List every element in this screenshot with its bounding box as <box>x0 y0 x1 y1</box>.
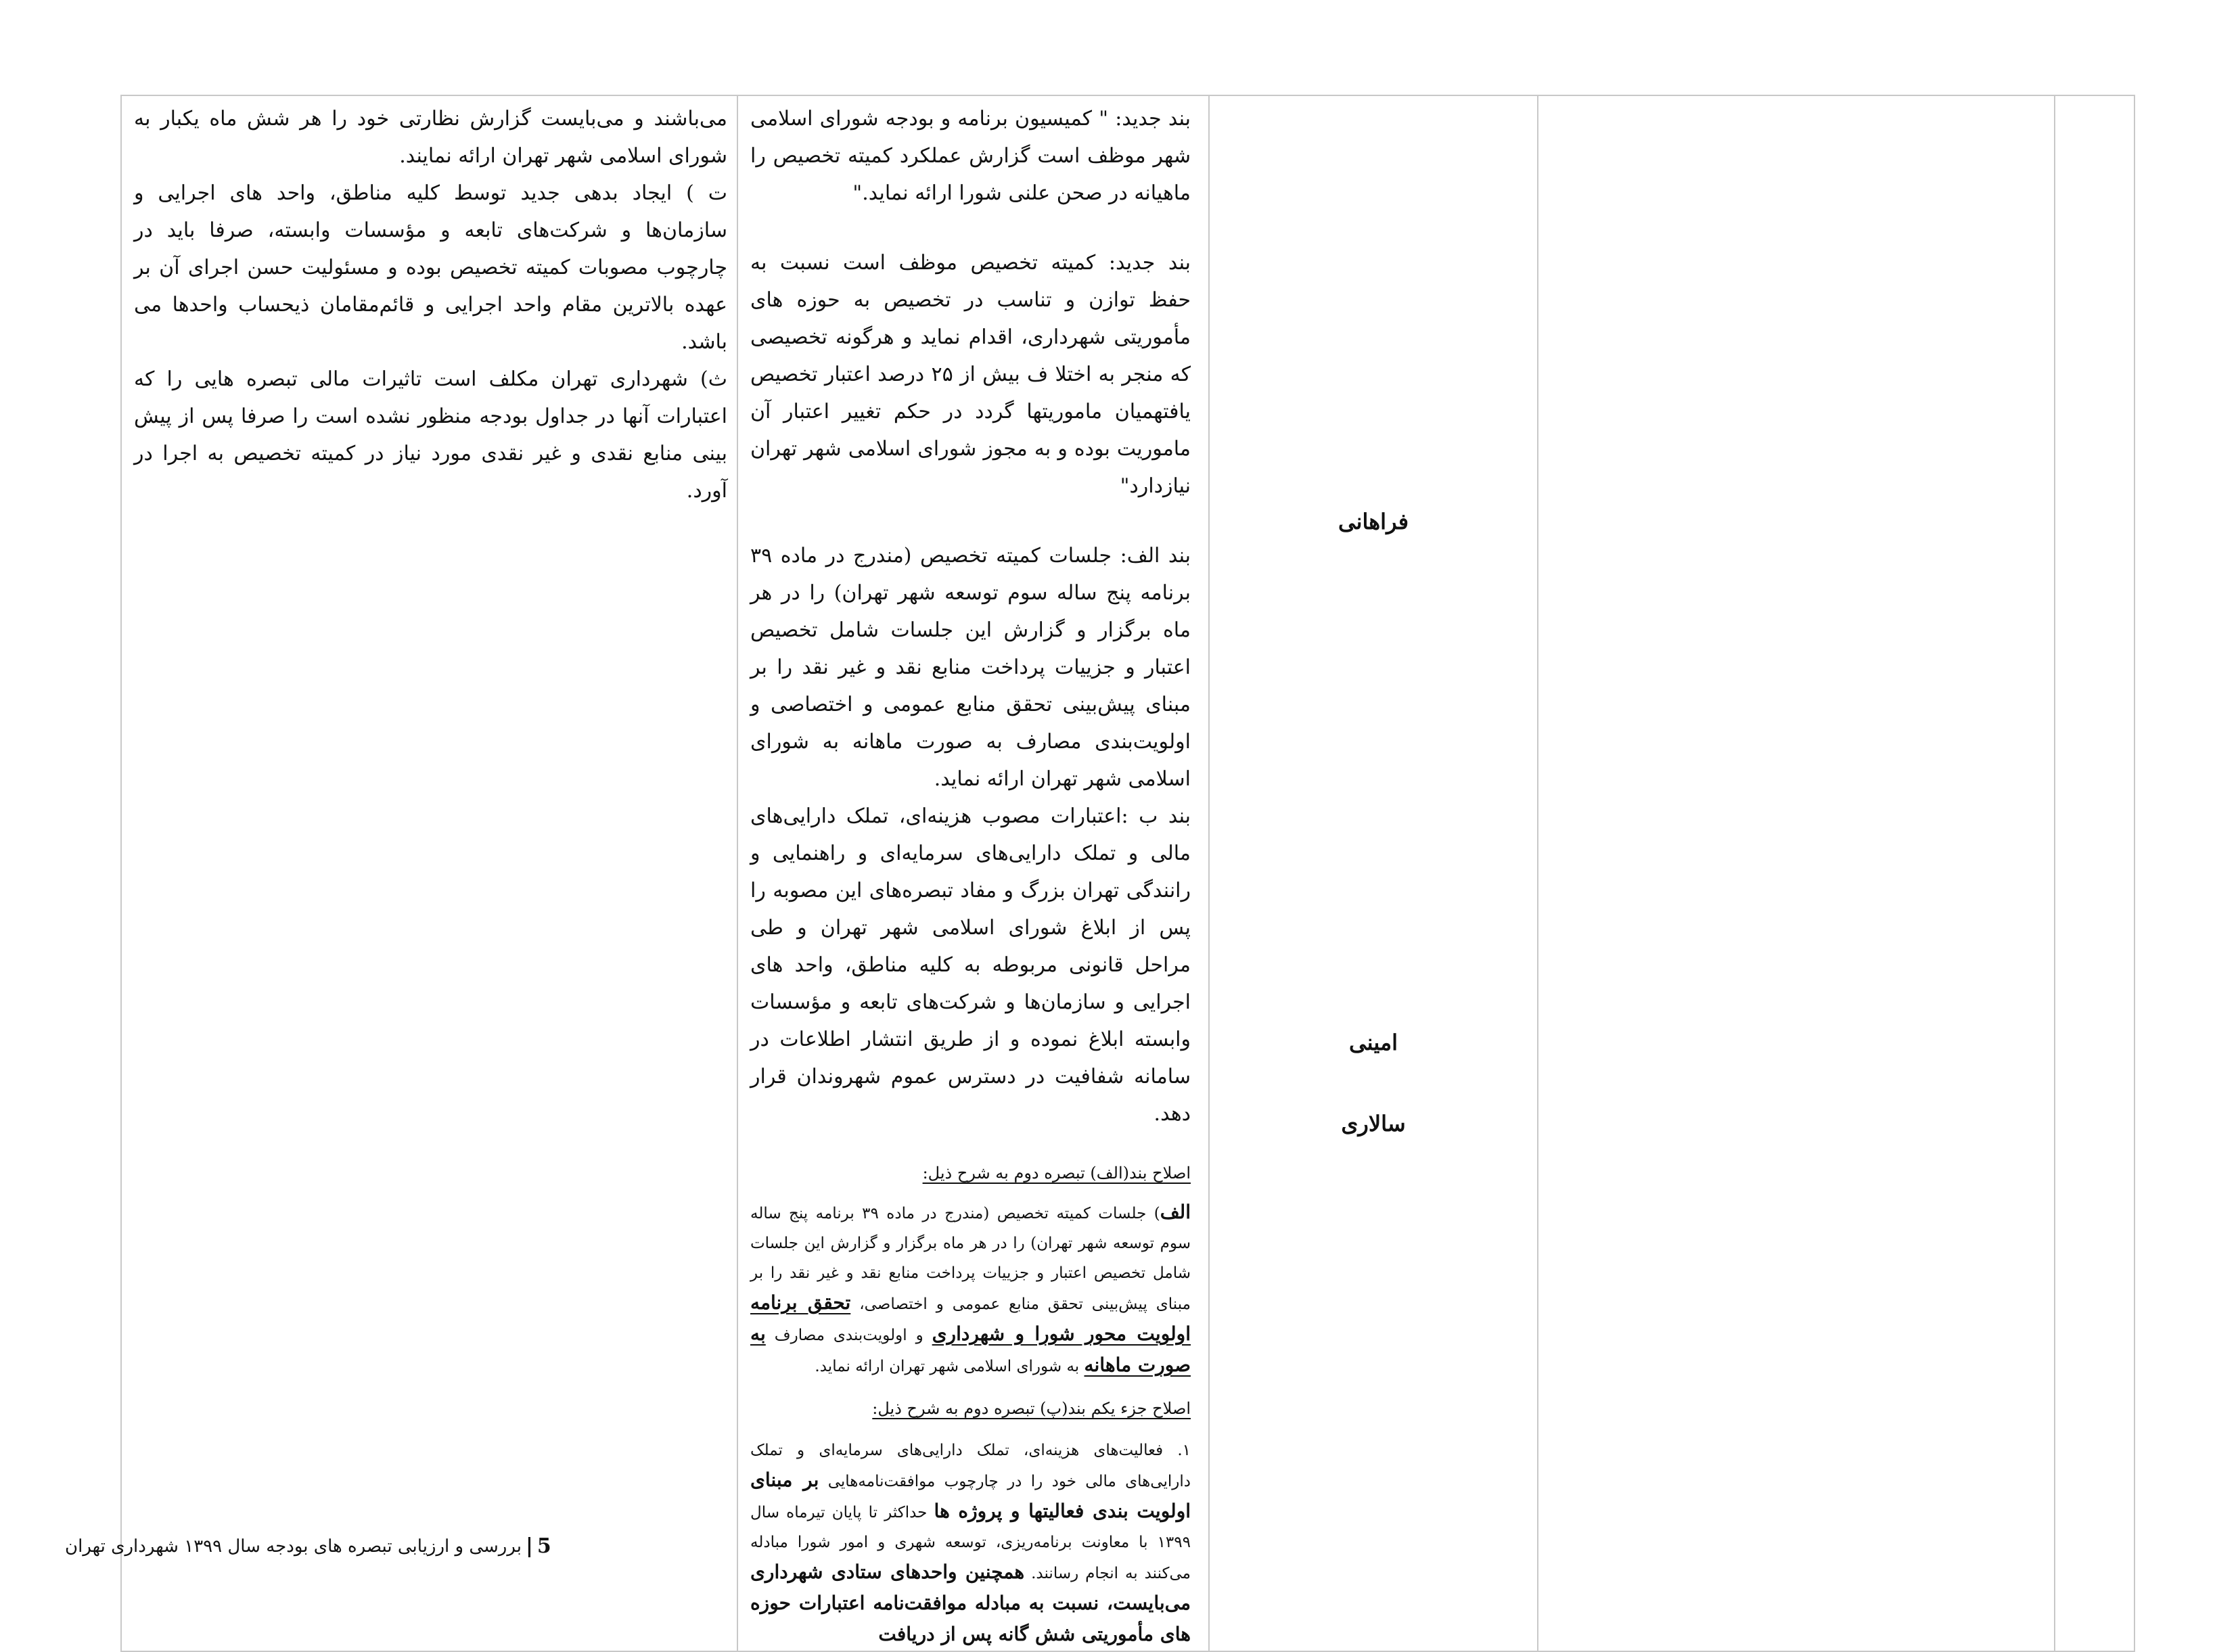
proposal-paragraph: بند ب :اعتبارات مصوب هزینه‌ای، تملک دارایی‌های مالی و تملک دارایی‌های سرمایه‌ای و راهنمایی و رانندگی تهران بزرگ و مفاد تبصره‌های این مصوبه را پس از ابلاغ شورای اسلامی شهر تهران و طی مراحل قانونی مربوطه به کلیه مناطق، واحد های اجرایی و سازمان‌ها و شرکت‌های تابعه و مؤسسات وابسته ابلاغ نموده و از طریق انتشار اطلاعات در سامانه شفافیت در دسترس عموم شهروندان قرار دهد. <box>750 804 1191 1126</box>
table-row <box>121 95 2134 1651</box>
cell-empty-2 <box>1538 95 2055 1651</box>
amendment-emphasis: به صورت ماهانه <box>750 1323 1191 1376</box>
amendment-emphasis: بر مبنای اولویت بندی فعالیتها و پروژه ها <box>750 1469 1191 1522</box>
original-paragraph: می‌باشند و می‌بایست گزارش نظارتی خود را هر شش ماه یکبار به شورای اسلامی شهر تهران ارائه نمایند. <box>134 107 727 168</box>
page-number: 5 <box>536 1534 551 1558</box>
amendment-body: الف) جلسات کمیته تخصیص (مندرج در ماده ۳۹ برنامه پنج ساله سوم توسعه شهر تهران) را در هر ماه برگزار و گزارش این جلسات شامل تخصیص اعتبار و جزییات پرداخت منابع نقد و غیر نقد را بر مبنای پیش‌بینی تحقق منابع عمومی و اختصاصی، تحقق برنامه اولویت محور شورا و شهرداری و اولویت‌بندی مصارف به صورت ماهانه به شورای اسلامی شهر تهران ارائه نماید. <box>750 1201 1191 1376</box>
page-footer <box>65 1534 551 1558</box>
proposals-text <box>738 96 1208 1651</box>
cell-proposer-names <box>1209 95 1538 1651</box>
amendment-emphasis: همچنین واحدهای ستادی شهرداری می‌بایست، نسبت به مبادله موافقت‌نامه اعتبارات حوزه های مأموریتی شش گانه پس از دریافت <box>750 1561 1191 1645</box>
original-paragraph: ت ) ایجاد بدهی جدید توسط کلیه مناطق، واحد های اجرایی و سازمان‌ها و شرکت‌های تابعه و مؤسسات وابسته، صرفا باید در چارچوب مصوبات کمیته تخصیص بوده و مسئولیت حسن اجرای آن بر عهده بالاترین مقام واحد اجرایی و قائم‌مقامان ذیحساب واحدها می باشد. <box>134 181 727 354</box>
proposer-name: امینی <box>1348 1030 1398 1055</box>
amendment-heading: اصلاح جزء یکم بند(پ) تبصره دوم به شرح ذیل: <box>872 1399 1191 1418</box>
document-table <box>120 95 2135 1652</box>
cell-original-text <box>121 95 737 1651</box>
amendment-heading: اصلاح بند(الف) تبصره دوم به شرح ذیل: <box>922 1164 1191 1183</box>
original-text <box>122 96 737 509</box>
proposal-paragraph: بند الف: جلسات کمیته تخصیص (مندرج در ماده ۳۹ برنامه پنج ساله سوم توسعه شهر تهران) را در هر ماه برگزار و گزارش این جلسات شامل تخصیص اعتبار و جزییات پرداخت منابع نقد و غیر نقد را بر مبنای پیش‌بینی تحقق منابع عمومی و اختصاصی و اولویت‌بندی مصارف به صورت ماهانه به شورای اسلامی شهر تهران ارائه نماید. <box>750 544 1191 791</box>
amendment-body: ۱. فعالیت‌های هزینه‌ای، تملک دارایی‌های سرمایه‌ای و تملک دارایی‌های مالی خود را در چارچوب موافقت‌نامه‌هایی بر مبنای اولویت بندی فعالیتها و پروژه ها حداکثر تا پایان تیرماه سال ۱۳۹۹ با معاونت برنامه‌ریزی، توسعه شهری و امور شورا مبادله می‌کنند به انجام رسانند. همچنین واحدهای ستادی شهرداری می‌بایست، نسبت به مبادله موافقت‌نامه اعتبارات حوزه های مأموریتی شش گانه پس از دریافت <box>750 1442 1191 1645</box>
original-paragraph: ث) شهرداری تهران مکلف است تاثیرات مالی تبصره هایی را که اعتبارات آنها در جداول بودجه منظور نشده است را صرفا پس از پیش بینی منابع نقدی و غیر نقدی مورد نیاز در کمیته تخصیص به اجرا در آورد. <box>134 367 727 503</box>
footer-separator: | <box>525 1534 533 1558</box>
footer-text: بررسی و ارزیابی تبصره های بودجه سال ۱۳۹۹ شهرداری تهران <box>65 1536 522 1557</box>
proposer-name: سالاری <box>1341 1111 1406 1137</box>
cell-empty-right <box>2055 95 2134 1651</box>
amendment-lead: الف <box>1160 1201 1191 1223</box>
proposal-paragraph: بند جدید: کمیته تخصیص موظف است نسبت به حفظ توازن و تناسب در تخصیص به حوزه های مأموریتی شهرداری، اقدام نماید و هرگونه تخصیصی که منجر به اختلا ف بیش از ۲۵ درصد اعتبار تخصیص یافتهمیان ماموریتها گردد در حکم تغییر اعتبار آن ماموریت بوده و به مجوز شورای اسلامی شهر تهران نیازدارد" <box>750 251 1191 498</box>
cell-proposals <box>737 95 1209 1651</box>
amendment-emphasis: تحقق برنامه اولویت محور شورا و شهرداری <box>750 1291 1191 1345</box>
proposer-name: فراهانی <box>1338 509 1409 534</box>
proposal-paragraph: بند جدید: " کمیسیون برنامه و بودجه شورای اسلامی شهر موظف است گزارش عملکرد کمیته تخصیص را ماهیانه در صحن علنی شورا ارائه نماید." <box>750 107 1191 205</box>
